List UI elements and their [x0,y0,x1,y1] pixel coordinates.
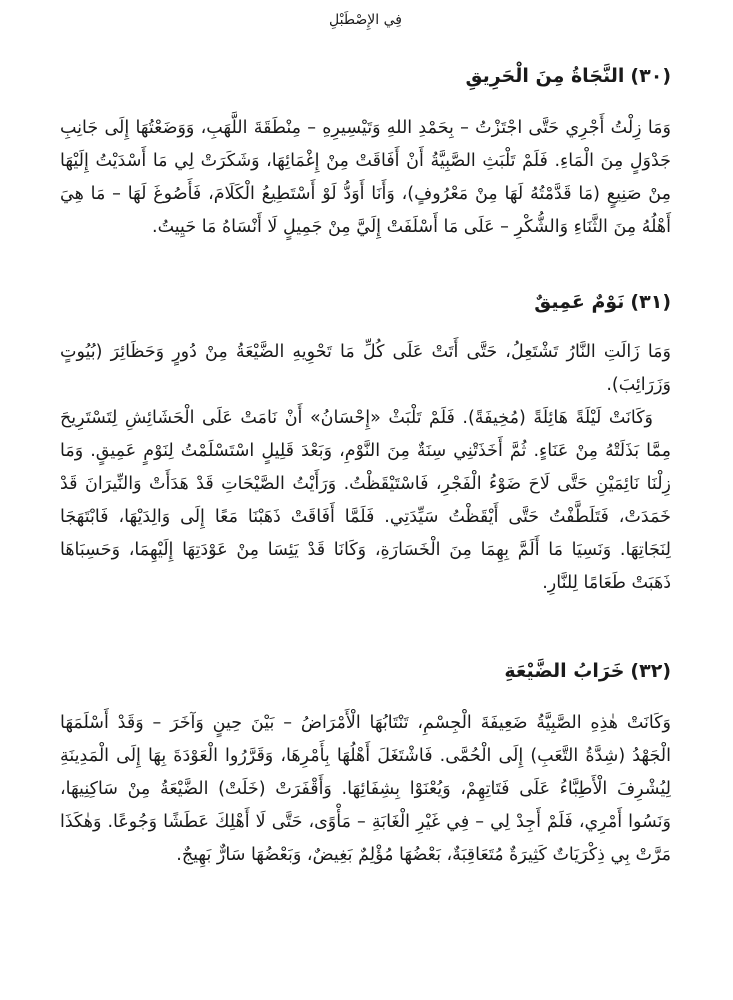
section-heading [60,288,671,316]
section-title: خَرَابُ الضَّيْعَةِ [504,660,625,682]
section-number: (٣٢) [630,660,671,682]
section-title: النَّجَاةُ مِنَ الْحَرِيقِ [465,65,625,87]
section-31 [60,288,671,600]
section-title: نَوْمٌ عَمِيقٌ [534,291,625,313]
paragraph: وَكَانَتْ لَيْلَةً هَائِلَةً (مُخِيفَةً). فَلَمْ تَلْبَثْ «إِحْسَانُ» أَنْ نَامَتْ عَلَى الْحَشَائِشِ لِتَسْتَرِيحَ مِمَّا بَذَلَتْهُ مِنْ عَنَاءٍ. ثُمَّ أَخَذَتْنِي سِنَةٌ مِنَ النَّوْمِ، وَبَعْدَ قَلِيلٍ اسْتَسْلَمْتُ لِنَوْمٍ عَمِيقٍ. وَمَا زِلْنَا نَائِمَيْنِ حَتَّى لَاحَ ضَوْءُ الْفَجْرِ، فَاسْتَيْقَظْتُ. وَرَأَيْتُ الصَّيْحَاتِ قَدْ هَدَأَتْ وَالنِّيرَانَ قَدْ خَمَدَتْ، فَتَلَطَّفْتُ حَتَّى أَيْقَظْتُ سَيِّدَتِي. فَلَمَّا أَفَاقَتْ ذَهَبْنَا مَعًا إِلَى وَالِدَيْهَا، فَابْتَهَجَا لِنَجَاتِهَا. وَنَسِيَا مَا أَلَمَّ بِهِمَا مِنَ الْخَسَارَةِ، وَكَانَا قَدْ يَئِسَا مِنْ عَوْدَتِهَا إِلَيْهِمَا، وَحَسِبَاهَا ذَهَبَتْ طَعَامًا لِلنَّارِ. [60,408,671,593]
paragraph: وَمَا زَالَتِ النَّارُ تَشْتَعِلُ، حَتَّى أَتَتْ عَلَى كُلِّ مَا تَحْوِيهِ الضَّيْعَةُ مِنْ دُورٍ وَحَظَائِرَ (بُيُوتٍ وَزَرَائِبَ). [60,342,671,395]
section-number: (٣١) [630,291,671,313]
running-header: فِي الإِصْطَبْلِ [329,12,402,28]
paragraph: وَكَانَتْ هٰذِهِ الصَّبِيَّةُ ضَعِيفَةَ الْجِسْمِ، تَنْتَابُهَا الْأَمْرَاضُ – بَيْنَ حِينٍ وَآخَرَ – وَقَدْ أَسْلَمَهَا الْجَهْدُ (شِدَّةُ التَّعَبِ) إِلَى الْحُمَّى. فَاشْتَغَلَ أَهْلُهَا بِأَمْرِهَا، وَقَرَّرُوا الْعَوْدَةَ بِهَا إِلَى الْمَدِينَةِ لِيُشْرِفَ الْأَطِبَّاءُ عَلَى فَتَاتِهِمْ، وَيُعْنَوْا بِشِفَائِهَا. وَأَقْفَرَتْ (خَلَتْ) الضَّيْعَةُ مِنْ سَاكِنِيهَا، وَنَسُوا أَمْرِي، فَلَمْ أَجِدْ لِي – فِي غَيْرِ الْغَابَةِ – مَأْوًى، حَتَّى لَا أَهْلِكَ عَطَشًا وَجُوعًا. وَهٰكَذَا مَرَّتْ بِي ذِكْرَيَاتٌ كَثِيرَةٌ مُتَعَاقِبَةٌ، بَعْضُهَا مُؤْلِمٌ بَغِيضٌ، وَبَعْضُهَا سَارٌّ بَهِيجٌ. [60,713,671,865]
section-heading [60,62,671,90]
section-30 [60,62,671,244]
section-32 [60,657,671,872]
section-number: (٣٠) [630,65,671,87]
section-heading [60,657,671,685]
paragraph: وَمَا زِلْتُ أَجْرِي حَتَّى اجْتَزْتُ – بِحَمْدِ اللهِ وَتَيْسِيرِهِ – مِنْطَقَةَ اللَّهَبِ، وَوَضَعْتُهَا إِلَى جَانِبِ جَدْوَلٍ مِنَ الْمَاءِ. فَلَمْ تَلْبَثِ الصَّبِيَّةُ أَنْ أَفَاقَتْ مِنْ إِغْمَائِهَا، وَشَكَرَتْ لِي مَا أَسْدَيْتُ إِلَيْهَا مِنْ صَنِيعٍ (مَا قَدَّمْتُهُ لَهَا مِنْ مَعْرُوفٍ)، وَأَنَا أَوَدُّ لَوْ أَسْتَطِيعُ الْكَلَامَ، فَأَصُوغَ لَهَا – مَا هِيَ أَهْلُهُ مِنَ الثَّنَاءِ وَالشُّكْرِ – عَلَى مَا أَسْلَفَتْ إِلَيَّ مِنْ جَمِيلٍ لَا أَنْسَاهُ مَا حَيِيتُ. [60,118,671,237]
